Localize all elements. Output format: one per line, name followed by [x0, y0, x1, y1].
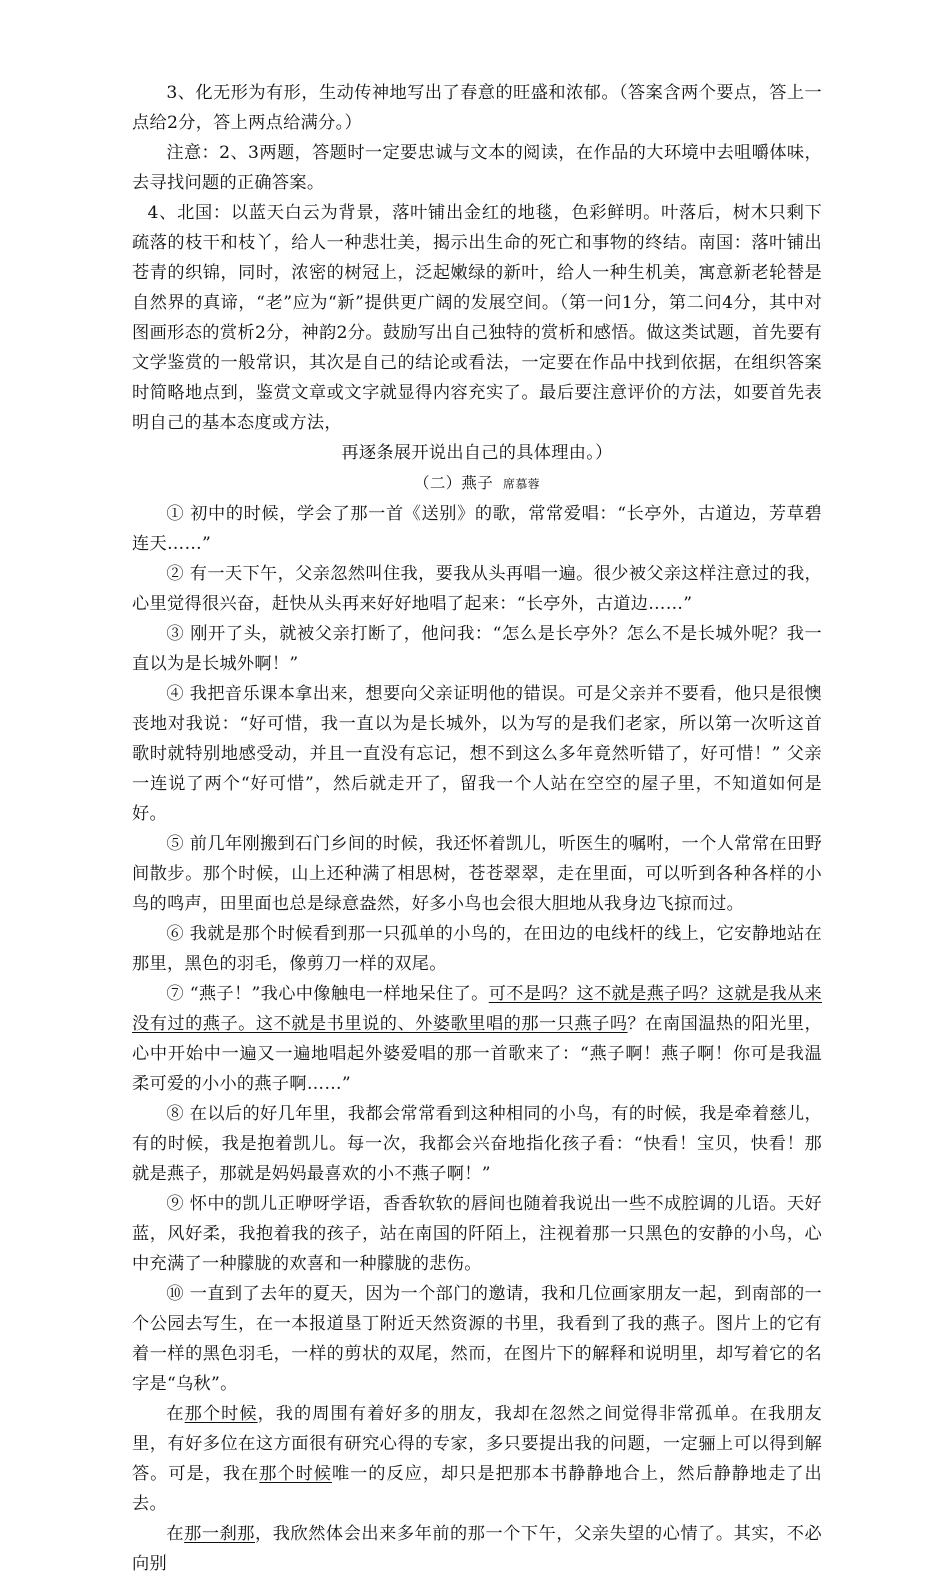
underlined-phrase-1: 那个时候: [184, 1404, 258, 1424]
answer-4-text: 4、北国：以蓝天白云为背景，落叶铺出金红的地毯，色彩鲜明。叶落后，树木只剩下疏落的枝干和枝丫，给人一种悲壮美，揭示出生命的死亡和事物的终结。南国：落叶铺出苍青的织锦，同时，浓密的树冠上，泛起嫩绿的新叶，给人一种生机美，寓意新老轮替是自然界的真谛，“老”应为“新”提供更广阔的发展空间。（第一问1分，第二问4分，其中对图画形态的赏析2分，神韵2分。鼓励写出自己独特的赏析和感悟。做这类试题，首先要有文学鉴赏的一般常识，其次是自己的结论或看法，一定要在作品中找到依据，在组织答案时简略地点到，鉴赏文章或文字就显得内容充实了。最后要注意评价的方法，如要首先表明自己的基本态度或方法，: [132, 203, 822, 433]
answer-4-tail: 再逐条展开说出自己的具体理由。）: [341, 443, 613, 463]
paragraph-12-part-b: ，我欣然体会出来多年前的那一个下午，父亲失望的心情了。其实，不必向别: [132, 1524, 822, 1574]
paragraph-3: ③ 刚开了头，就被父亲打断了，他问我：“怎么是长亭外？怎么不是长城外呢？我一直以为是长城外啊！”: [132, 624, 822, 674]
paragraph-7-end: ？在南国温热的阳光里，心中开始中一遍又一遍地唱起外婆爱唱的那一首歌来了：“燕子啊！燕子啊！你可是我温柔可爱的小小的燕子啊……”: [132, 1014, 822, 1094]
underlined-phrase-2: 那个时候: [259, 1464, 332, 1484]
paragraph-11-part-b: ，我的周围有着好多的朋友，我却在忽然之间觉得非常孤单。在我朋友里，有好多位在这方面很有研究心得的专家，多只要提出我的问题，一定骊上可以得到解答。可是，我在: [132, 1404, 822, 1484]
paragraph-11-part-a: 在: [166, 1404, 185, 1424]
answer-note: 注意：2、3两题，答题时一定要忠诚与文本的阅读，在作品的大环境中去咀嚼体味，去寻找问题的正确答案。: [132, 143, 822, 193]
underlined-phrase-3: 那一刹那: [184, 1524, 256, 1544]
paragraph-9: ⑨ 怀中的凯儿正咿呀学语，香香软软的唇间也随着我说出一些不成腔调的儿语。天好蓝，风好柔，我抱着我的孩子，站在南国的阡陌上，注视着那一只黑色的安静的小鸟，心中充满了一种朦胧的欢喜和一种朦胧的悲伤。: [132, 1194, 822, 1274]
paragraph-4: ④ 我把音乐课本拿出来，想要向父亲证明他的错误。可是父亲并不要看，他只是很懊丧地对我说：“好可惜，我一直以为是长城外，以为写的是我们老家，所以第一次听这首歌时就特别地感受动，并且一直没有忘记，想不到这么多年竟然听错了，好可惜！” 父亲一连说了两个“好可惜”，然后就走开了，留我一个人站在空空的屋子里，不知道如何是好。: [132, 684, 822, 824]
paragraph-11: [132, 1399, 822, 1519]
paragraph-11-part-c: 唯一的反应，却只是把那本书静静地合上，然后静静地走了出去。: [132, 1464, 822, 1514]
paragraph-12: [132, 1519, 822, 1579]
paragraph-7-start: ⑦ “燕子！”我心中像触电一样地呆住了。: [166, 984, 489, 1004]
answer-3: 3、化无形为有形，生动传神地写出了春意的旺盛和浓郁。（答案含两个要点，答上一点给2分，答上两点给满分。）: [132, 83, 822, 133]
answer-4: [132, 198, 822, 468]
section-title-text: （二）燕子: [414, 474, 494, 492]
paragraph-6: ⑥ 我就是那个时候看到那一只孤单的小鸟的，在田边的电线杆的线上，它安静地站在那里，黑色的羽毛，像剪刀一样的双尾。: [132, 924, 822, 974]
paragraph-7: [132, 979, 822, 1099]
paragraph-2: ② 有一天下午，父亲忽然叫住我，要我从头再唱一遍。很少被父亲这样注意过的我，心里觉得很兴奋，赶快从头再来好好地唱了起来：“长亭外，古道边……”: [132, 564, 822, 614]
underlined-passage: 可不是吗？这不就是燕子吗？这就是我从来没有过的燕子。这不就是书里说的、外婆歌里唱的那一只燕子吗: [132, 984, 822, 1034]
paragraph-10: ⑩ 一直到了去年的夏天，因为一个部门的邀请，我和几位画家朋友一起，到南部的一个公园去写生，在一本报道垦丁附近天然资源的书里，我看到了我的燕子。图片上的它有着一样的黑色羽毛，一样的剪状的双尾，然而，在图片下的解释和说明里，却写着它的名字是“乌秋”。: [132, 1284, 822, 1394]
paragraph-5: ⑤ 前几年刚搬到石门乡间的时候，我还怀着凯儿，听医生的嘱咐，一个人常常在田野间散步。那个时候，山上还种满了相思树，苍苍翠翠，走在里面，可以听到各种各样的小鸟的鸣声，田里面也总是绿意盎然，好多小鸟也会很大胆地从我身边飞掠而过。: [132, 834, 822, 914]
paragraph-8: ⑧ 在以后的好几年里，我都会常常看到这种相同的小鸟，有的时候，我是牵着慈儿，有的时候，我是抱着凯儿。每一次，我都会兴奋地指化孩子看：“快看！宝贝，快看！那就是燕子，那就是妈妈最喜欢的小不燕子啊！”: [132, 1104, 822, 1184]
author-name: 席慕蓉: [503, 477, 540, 491]
paragraph-12-part-a: 在: [166, 1524, 185, 1544]
section-title: [132, 468, 822, 499]
paragraph-1: ① 初中的时候，学会了那一首《送别》的歌，常常爱唱：“长亭外，古道边，芳草碧连天……”: [132, 504, 822, 554]
